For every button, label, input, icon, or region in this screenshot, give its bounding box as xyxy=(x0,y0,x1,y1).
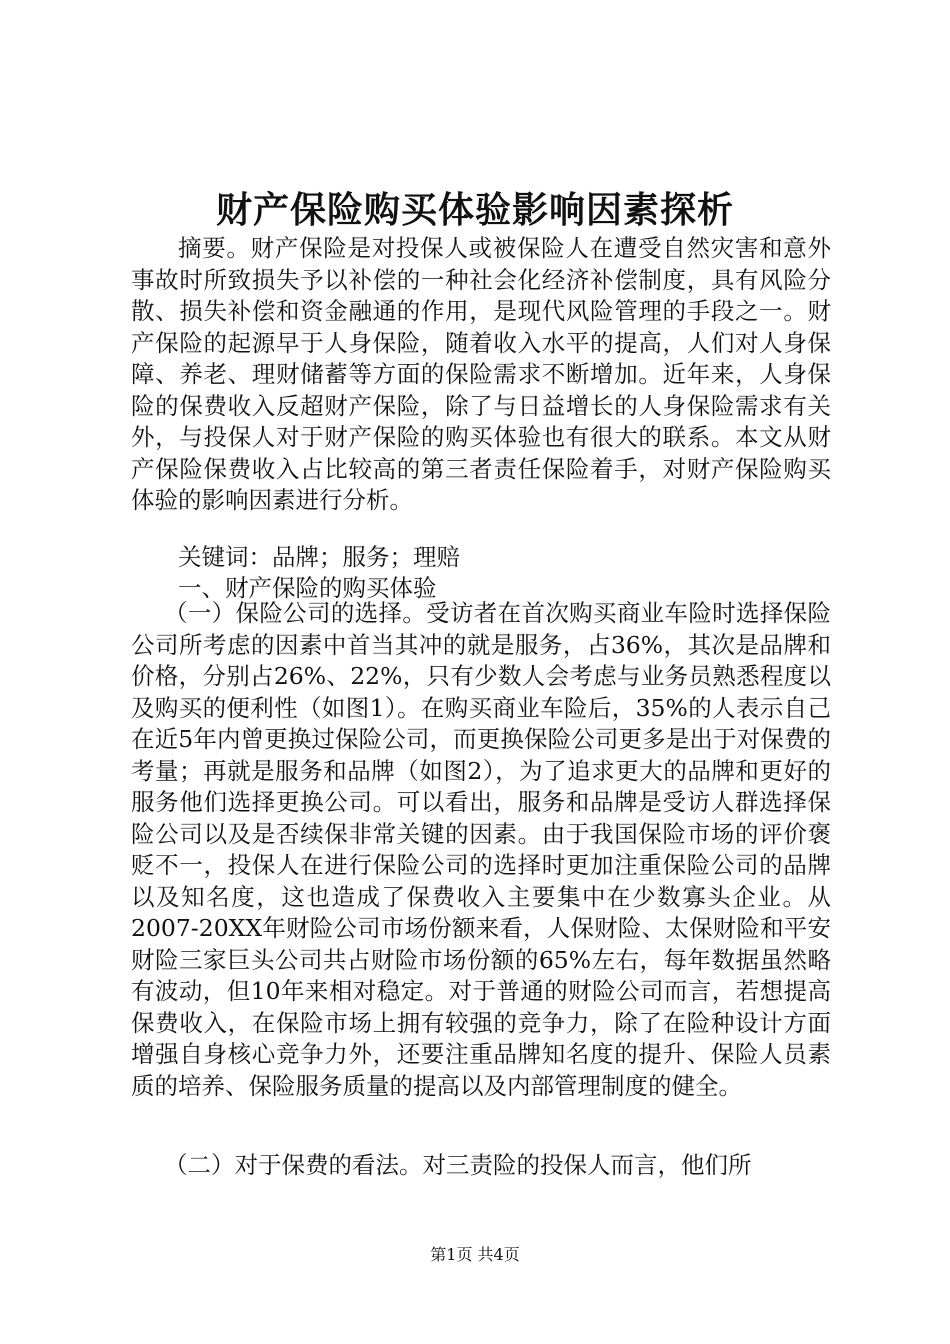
section-heading: 一、财产保险的购买体验 xyxy=(178,574,437,602)
abstract-paragraph: 摘要。财产保险是对投保人或被保险人在遭受自然灾害和意外事故时所致损失予以补偿的一种社会化经济补偿制度，具有风险分散、损失补偿和资金融通的作用，是现代风险管理的手段之一。财产保险的起源早于人身保险，随着收入水平的提高，人们对人身保障、养老、理财储蓄等方面的保险需求不断增加。近年来，人身保险的保费收入反超财产保险，除了与日益增长的人身保险需求有关外，与投保人对于财产保险的购买体验也有很大的联系。本文从财产保险保费收入占比较高的第三者责任保险着手，对财产保险购买体验的影响因素进行分析。 xyxy=(131,234,831,514)
abstract-block xyxy=(131,233,831,517)
paragraph-2: （二）对于保费的看法。对三责险的投保人而言，他们所 xyxy=(164,1151,752,1179)
document-title: 财产保险购买体验影响因素探析 xyxy=(215,189,734,231)
keywords-block xyxy=(131,542,831,574)
paragraph-1-block xyxy=(131,598,831,1102)
page-footer: 第1页 共4页 xyxy=(430,1245,520,1264)
paragraph-1: （一）保险公司的选择。受访者在首次购买商业车险时选择保险公司所考虑的因素中首当其冲的就是服务，占36%，其次是品牌和价格，分别占26%、22%，只有少数人会考虑与业务员熟悉程度以及购买的便利性（如图1）。在购买商业车险后，35%的人表示自己在近5年内曾更换过保险公司，而更换保险公司更多是出于对保费的考量；再就是服务和品牌（如图2），为了追求更大的品牌和更好的服务他们选择更换公司。可以看出，服务和品牌是受访人群选择保险公司以及是否续保非常关键的因素。由于我国保险市场的评价褒贬不一，投保人在进行保险公司的选择时更加注重保险公司的品牌以及知名度，这也造成了保费收入主要集中在少数寡头企业。从2007-20XX年财险公司市场份额来看，人保财险、太保财险和平安财险三家巨头公司共占财险市场份额的65%左右，每年数据虽然略有波动，但10年来相对稳定。对于普通的财险公司而言，若想提高保费收入，在保险市场上拥有较强的竞争力，除了在险种设计方面增强自身核心竞争力外，还要注重品牌知名度的提升、保险人员素质的培养、保险服务质量的提高以及内部管理制度的健全。 xyxy=(131,599,831,1100)
paragraph-2-block xyxy=(131,1150,831,1182)
keywords-line: 关键词：品牌；服务；理赔 xyxy=(178,543,460,571)
